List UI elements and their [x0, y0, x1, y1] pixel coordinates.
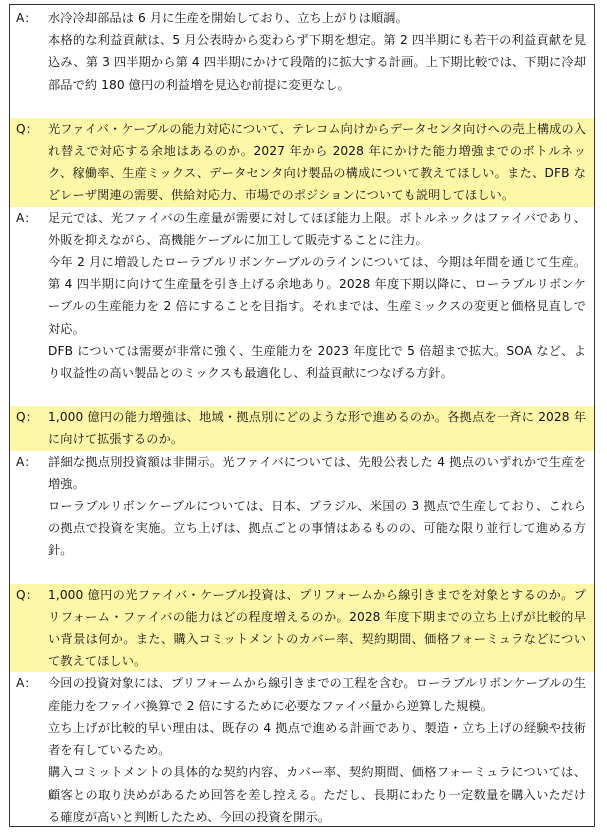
- answer-block: [10, 207, 594, 385]
- answer-body: [48, 7, 594, 96]
- answer-label: A：: [16, 676, 37, 691]
- answer-paragraph: 本格的な利益貢献は、5 月公表時から変わらず下期を想定。第 2 四半期にも若干の利益貢献を見込み、第 3 四半期から第 4 四半期にかけて段階的に拡大する計画。上下期比較では、下期に冷却部品で約 180 億円の利益増を見込む前提に変更なし。: [48, 33, 586, 92]
- spacer: [10, 96, 594, 118]
- answer-block: [10, 7, 594, 96]
- answer-paragraph: 立ち上げが比較的早い理由は、既存の 4 拠点で進める計画であり、製造・立ち上げの経験や技術者を有しているため。: [48, 720, 586, 758]
- answer-paragraph: 今回の投資対象には、プリフォームから線引きまでの工程を含む。ローラブルリボンケーブルの生産能力をファイバ換算で 2 倍にするために必要なファイバ量から逆算した規模。: [48, 676, 586, 713]
- spacer: [10, 384, 594, 406]
- question-label: Q：: [16, 587, 38, 602]
- question-label: Q：: [16, 410, 38, 425]
- answer-body: [48, 207, 594, 385]
- answer-block: [10, 672, 594, 827]
- answer-paragraph: ローラブルリボンケーブルについては、日本、ブラジル、米国の 3 拠点で生産しており、これらの拠点で投資を実施。立ち上げは、拠点ごとの事情はあるものの、可能な限り並行して進める方針。: [48, 499, 586, 558]
- question-paragraph: 1,000 億円の光ファイバ・ケーブル投資は、プリフォームから線引きまでを対象とするのか。プリフォーム・ファイバの能力はどの程度増えるのか。2028 年度下期までの立ち上げが比較的早い背景は何か。また、購入コミットメントのカバー率、契約期間、価格フォーミュラなどについて教えてほしい。: [48, 587, 586, 669]
- answer-paragraph: 今年 2 月に増設したローラブルリボンケーブルのラインについては、今期は年間を通じて生産。第 4 四半期に向けて生産量を引き上げる余地あり。2028 年度下期以降に、ローラブルリボンケーブルの生産能力を 2 倍にすることを目指す。それまでは、生産ミックスの変更と価格見直しで対応。: [48, 255, 586, 336]
- question-paragraph: 1,000 億円の能力増強は、地域・拠点別にどのような形で進めるのか。各拠点を一斉に 2028 年に向けて拡張するのか。: [48, 410, 586, 447]
- question-block: [10, 118, 594, 207]
- answer-label: A：: [16, 11, 37, 25]
- qa-document: [9, 4, 595, 827]
- question-body: [48, 406, 594, 450]
- answer-paragraph: 水冷冷却部品は 6 月に生産を開始しており、立ち上がりは順調。: [48, 11, 408, 25]
- answer-body: [48, 672, 594, 827]
- answer-label: A：: [16, 454, 37, 469]
- question-block: [10, 406, 594, 450]
- question-label: Q：: [16, 121, 38, 136]
- question-body: [48, 584, 594, 673]
- answer-paragraph: 購入コミットメントの具体的な契約内容、カバー率、契約期間、価格フォーミュラについては、顧客との取り決めがあるため回答を差し控える。ただし、長期にわたり一定数量を購入いただける確度が高いと判断したため、今回の投資を開示。: [48, 765, 586, 824]
- question-block: [10, 584, 594, 673]
- question-paragraph: 光ファイバ・ケーブルの能力対応について、テレコム向けからデータセンタ向けへの売上構成の入れ替えで対応する余地はあるのか。2027 年から 2028 年にかけた能力増強までのボトルネック、稼働率、生産ミックス、データセンタ向け製品の構成について教えてほしい。また、DFB などレーザ関連の需要、供給対応力、市場でのポジションについても説明してほしい。: [48, 121, 586, 203]
- answer-label: A：: [16, 210, 37, 225]
- answer-paragraph: 足元では、光ファイバの生産量が需要に対してほぼ能力上限。ボトルネックはファイバであり、外販を抑えながら、高機能ケーブルに加工して販売することに注力。: [48, 210, 586, 247]
- question-body: [48, 118, 594, 207]
- answer-paragraph: 詳細な拠点別投資額は非開示。光ファイバについては、先般公表した 4 拠点のいずれかで生産を増強。: [48, 454, 586, 491]
- spacer: [10, 562, 594, 584]
- answer-block: [10, 451, 594, 562]
- answer-paragraph: DFB については需要が非常に強く、生産能力を 2023 年度比で 5 倍超まで拡大。SOA など、より収益性の高い製品とのミックスも最適化し、利益貢献につなげる方針。: [48, 343, 586, 381]
- answer-body: [48, 451, 594, 562]
